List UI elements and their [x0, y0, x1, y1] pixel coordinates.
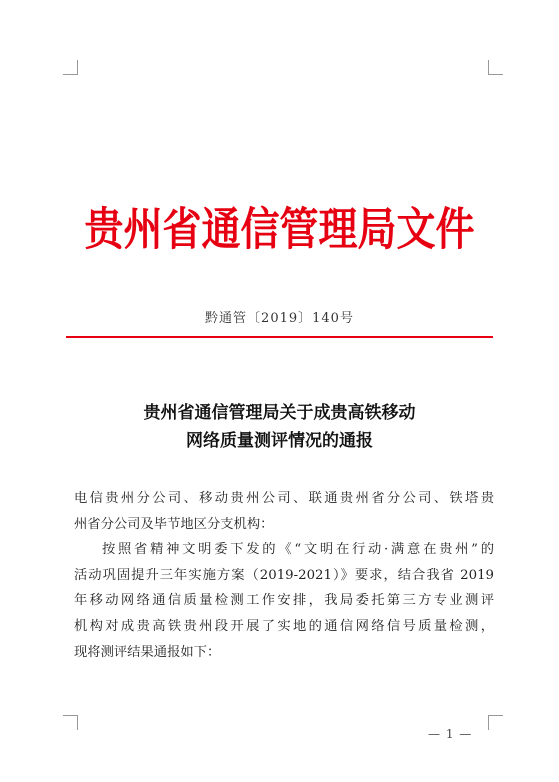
issuing-authority-header: 贵州省通信管理局文件	[84, 204, 475, 257]
document-number: 黔通管〔2019〕140号	[205, 311, 354, 326]
page-number: — 1 —	[428, 727, 473, 741]
addressee-line: 州省分公司及毕节地区分支机构：	[74, 516, 274, 532]
crop-mark-bottom-right	[488, 715, 503, 730]
red-separator-line	[66, 336, 493, 338]
notice-title-line-2: 网络质量测评情况的通报	[186, 431, 373, 451]
paragraph-line: 机构对成贵高铁贵州段开展了实地的通信网络信号质量检测，	[74, 618, 494, 634]
paragraph-line: 年移动网络通信质量检测工作安排，我局委托第三方专业测评	[74, 593, 494, 609]
crop-mark-bottom-left	[63, 715, 78, 730]
addressee-line: 电信贵州分公司、移动贵州公司、联通贵州省分公司、铁塔贵	[74, 491, 494, 506]
crop-mark-top-left	[63, 60, 78, 75]
paragraph-line: 现将测评结果通报如下：	[74, 644, 221, 660]
notice-title-line-1: 贵州省通信管理局关于成贵高铁移动	[143, 403, 416, 423]
document-body	[74, 486, 494, 665]
paragraph-line: 按照省精神文明委下发的《“文明在行动·满意在贵州”的	[102, 542, 494, 558]
paragraph-line: 活动巩固提升三年实施方案（2019-2021）》要求，结合我省 2019	[74, 567, 494, 583]
crop-mark-top-right	[488, 60, 503, 75]
